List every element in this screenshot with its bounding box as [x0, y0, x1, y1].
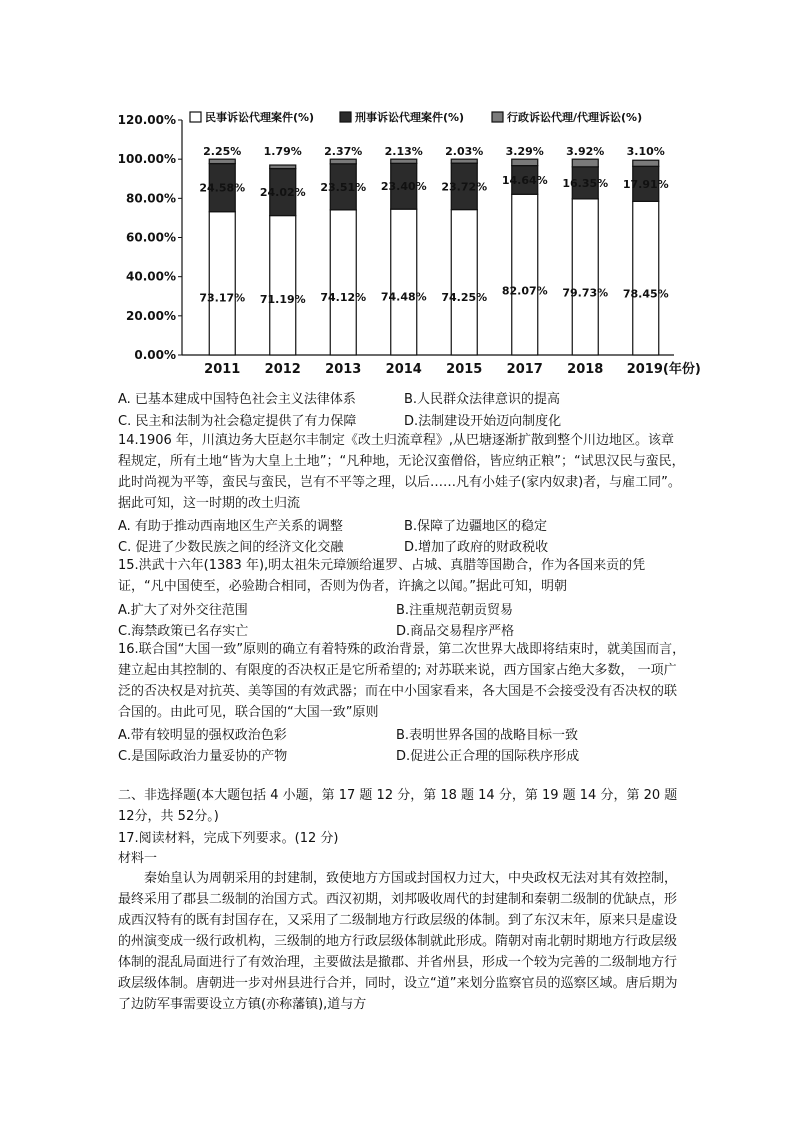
q13-options-row1 — [118, 388, 683, 407]
legend-swatch — [340, 112, 351, 122]
q14-option-b: B.保障了边疆地区的稳定 — [404, 519, 548, 534]
bar-civil — [391, 209, 417, 355]
data-label-criminal: 14.64% — [501, 173, 548, 187]
x-tick-label: 2012 — [264, 362, 301, 377]
q13-option-a: A. 已基本建成中国特色社会主义法律体系 — [118, 392, 356, 407]
q16-options-row2 — [118, 745, 683, 764]
data-label-civil: 78.45% — [622, 287, 669, 301]
y-tick-label: 120.00% — [117, 113, 176, 127]
q16-option-d: D.促进公正合理的国际秩序形成 — [396, 749, 580, 764]
q14-option-a: A. 有助于推动西南地区生产关系的调整 — [118, 519, 343, 534]
data-label-civil: 79.73% — [562, 286, 609, 300]
q14-options-row1 — [118, 515, 683, 534]
q14-option-d: D.增加了政府的财政税收 — [404, 540, 549, 555]
data-label-criminal: 17.91% — [622, 177, 669, 191]
y-tick-label: 20.00% — [126, 308, 176, 323]
q15-option-b: B.注重规范朝贡贸易 — [396, 603, 514, 618]
q15-options-row1 — [118, 599, 683, 618]
material1-text: 秦始皇认为周朝采用的封建制，致使地方方国或封国权力过大，中央政权无法对其有效控制，最终采用了郡县二级制的治国方式。西汉初期，刘邦吸收周代的封建制和秦朝二级制的优缺点，形成西汉特有的既有封国存在，又采用了二级制地方行政层级的体制。到了东汉末年，原来只是虚设的州演变成一级行政机构，三级制的地方行政层级体制就此形成。隋朝对南北朝时期地方行政层级体制的混乱局面进行了有效治理，主要做法是撤郡、并省州县，形成一个较为完善的二级制地方行政层级体制。唐朝进一步对州县进行合并，同时，设立“道”来划分监察官员的巡察区域。唐后期为了边防军事需要设立方镇(亦称藩镇),道与方 — [118, 871, 678, 1012]
q13-option-c: C. 民主和法制为社会稳定提供了有力保障 — [118, 414, 357, 429]
q16-option-c: C.是国际政治力量妥协的产物 — [118, 749, 288, 764]
y-tick-label: 80.00% — [126, 191, 176, 206]
bar-administrative — [451, 159, 477, 163]
bar-administrative — [209, 159, 235, 163]
q15-options-row2 — [118, 620, 683, 639]
q16-stem: 16.联合国“大国一致”原则的确立有着特殊的政治背景，第二次世界大战即将结束时，就美国而言，建立起由其控制的、有限度的否决权正是它所希望的; 对苏联来说，西方国家占绝大多数， 一项广泛的否决权是对抗英、美等国的有效武器；而在中小国家看来，各大国是不会接受没有否决权的联合国的。由此可见，联合国的“大国一致”原则 — [118, 642, 686, 720]
bar-civil — [572, 199, 598, 355]
q14-option-c: C. 促进了少数民族之间的经济文化交融 — [118, 540, 344, 555]
data-label-administrative: 2.25% — [203, 145, 242, 159]
legend-label: 民事诉讼代理案件(%) — [205, 111, 315, 124]
q13-options-row2 — [118, 410, 683, 429]
data-label-criminal: 24.02% — [259, 186, 306, 200]
y-tick-label: 100.00% — [117, 152, 176, 167]
data-label-criminal: 23.40% — [380, 180, 427, 194]
data-label-criminal: 23.72% — [441, 180, 488, 194]
bar-civil — [270, 216, 296, 355]
data-label-civil: 74.25% — [441, 290, 488, 304]
bar-administrative — [633, 160, 659, 166]
data-label-administrative: 2.03% — [445, 145, 484, 159]
bar-civil — [633, 201, 659, 355]
bar-civil — [209, 212, 235, 355]
q16-option-b: B.表明世界各国的战略目标一致 — [396, 728, 579, 743]
x-tick-label: 2019(年份) — [626, 362, 701, 377]
q15-option-c: C.海禁政策已名存实亡 — [118, 624, 249, 639]
q15-option-d: D.商品交易程序严格 — [396, 624, 515, 639]
bar-civil — [512, 194, 538, 355]
bar-administrative — [572, 159, 598, 167]
bar-administrative — [270, 165, 296, 169]
bar-civil — [451, 210, 477, 355]
x-tick-label: 2017 — [506, 362, 543, 377]
data-label-criminal: 23.51% — [320, 180, 367, 194]
q16-options-row1 — [118, 724, 683, 743]
q15-option-a: A.扩大了对外交往范围 — [118, 603, 248, 618]
q16-option-a: A.带有较明显的强权政治色彩 — [118, 728, 287, 743]
data-label-administrative: 3.10% — [626, 145, 665, 159]
section2-heading: 二、非选择题(本大题包括 4 小题，第 17 题 12 分，第 18 题 14 分，第 19 题 14 分，第 20 题 12分，共 52分。) — [118, 788, 678, 824]
stacked-bar-chart — [112, 100, 701, 385]
q17-prompt: 17.阅读材料，完成下列要求。(12 分) — [118, 831, 339, 846]
data-label-civil: 73.17% — [199, 291, 246, 305]
q13-option-d: D.法制建设开始迈向制度化 — [404, 414, 562, 429]
legend-swatch — [492, 112, 503, 122]
legend-label: 行政诉讼代理/代理诉讼(%) — [507, 111, 643, 124]
data-label-civil: 82.07% — [501, 284, 548, 298]
data-label-criminal: 16.35% — [562, 176, 609, 190]
bar-civil — [330, 210, 356, 355]
data-label-administrative: 1.79% — [263, 145, 302, 159]
data-label-administrative: 3.92% — [566, 145, 605, 159]
data-label-administrative: 2.13% — [384, 145, 423, 159]
y-tick-label: 60.00% — [126, 230, 176, 245]
q14-options-row2 — [118, 536, 683, 555]
q13-option-b: B.人民群众法律意识的提高 — [404, 392, 561, 407]
bar-administrative — [330, 159, 356, 164]
data-label-administrative: 2.37% — [324, 145, 363, 159]
material1-title: 材料一 — [118, 851, 158, 866]
data-label-civil: 71.19% — [259, 293, 306, 307]
x-tick-label: 2014 — [385, 362, 422, 377]
q15-stem: 15.洪武十六年(1383 年),明太祖朱元璋颁给暹罗、占城、真腊等国勘合，作为各国来贡的凭证，“凡中国使至，必验勘合相同，否则为伪者，许擒之以闻。”据此可知，明朝 — [118, 558, 646, 594]
q14-stem: 14.1906 年，川滇边务大臣赵尔丰制定《改土归流章程》,从巴塘逐渐扩散到整个川边地区。该章程规定，所有土地“皆为大皇上土地”；“凡种地，无论汉蛮僧俗，皆应纳正粮”；“试思汉民与蛮民，此时尚视为平等，蛮民与蛮民，岂有不平等之理，以后……凡有小娃子(家内奴隶)者，与雇工同”。据此可知，这一时期的改土归流 — [118, 433, 685, 511]
bar-administrative — [512, 159, 538, 165]
x-tick-label: 2013 — [325, 362, 362, 377]
data-label-civil: 74.12% — [320, 290, 367, 304]
bar-administrative — [391, 159, 417, 163]
x-tick-label: 2018 — [567, 362, 604, 377]
legend-swatch — [190, 112, 201, 122]
y-tick-label: 0.00% — [134, 348, 176, 362]
legend-label: 刑事诉讼代理案件(%) — [355, 111, 465, 124]
data-label-criminal: 24.58% — [199, 181, 246, 195]
x-tick-label: 2015 — [446, 362, 483, 377]
y-tick-label: 40.00% — [126, 269, 176, 284]
data-label-administrative: 3.29% — [505, 145, 544, 159]
data-label-civil: 74.48% — [380, 290, 427, 304]
x-tick-label: 2011 — [204, 362, 241, 377]
